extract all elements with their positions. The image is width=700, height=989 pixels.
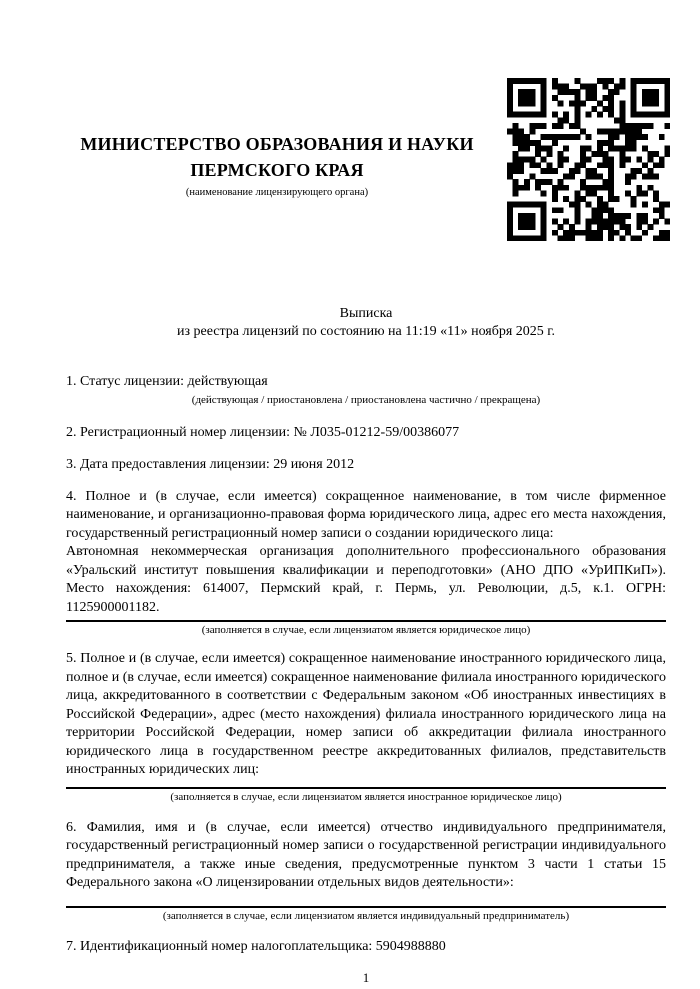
foreign-entity-blank-line bbox=[66, 787, 666, 789]
section-3-license-date bbox=[66, 456, 666, 475]
licensing-authority-block bbox=[66, 131, 488, 199]
section-1-license-status bbox=[66, 373, 666, 407]
taxpayer-id-text: 7. Идентификационный номер налогоплательщика: 5904988880 bbox=[66, 938, 446, 954]
legal-entity-caption: (заполняется в случае, если лицензиатом является юридическое лицо) bbox=[201, 624, 531, 636]
section-5-foreign-entity bbox=[66, 650, 666, 804]
qr-code-icon bbox=[507, 78, 670, 241]
entrepreneur-label: 6. Фамилия, имя и (в случае, если имеется) отчество индивидуального предпринимателя, государственный регистрационный номер записи о государственной регистрации индивидуального предпринимателя, а также иные сведения, предусмотренные пунктом 3 части 1 статьи 15 Федерального закона «О лицензировании отдельных видов деятельности»: bbox=[66, 819, 666, 890]
entrepreneur-blank-line bbox=[66, 906, 666, 908]
document-title bbox=[66, 305, 666, 340]
license-date-text: 3. Дата предоставления лицензии: 29 июня 2012 bbox=[66, 457, 355, 472]
legal-entity-label: 4. Полное и (в случае, если имеется) сокращенное наименование, в том числе фирменное наименование, и организационно-правовая форма юридического лица, адрес его места нахождения, государственный регистрационный номер записи о создании юридического лица: bbox=[66, 488, 666, 541]
registration-number-text: 2. Регистрационный номер лицензии: № Л035-01212-59/00386077 bbox=[66, 424, 460, 440]
page-number: 1 bbox=[362, 970, 370, 985]
legal-entity-underline bbox=[66, 620, 666, 622]
document-title-line1: Выписка bbox=[339, 306, 393, 321]
legal-entity-value: Автономная некоммерческая организация дополнительного профессионального образования «Уральский институт повышения квалификации и переподготовки» (АНО ДПО «УрИПКиП»). Место нахождения: 614007, Пермский край, г. Пермь, ул. Революции, д.5, к.1. ОГРН: 1125900001182. bbox=[66, 544, 666, 615]
ministry-name-line2: ПЕРМСКОГО КРАЯ bbox=[190, 160, 364, 180]
entrepreneur-caption: (заполняется в случае, если лицензиатом является индивидуальный предприниматель) bbox=[162, 909, 570, 922]
foreign-entity-label: 5. Полное и (в случае, если имеется) сокращенное наименование иностранного юридического лица, полное и (в случае, если имеется) сокращенное наименование филиала иностранного юридического лица, аккредитованного в соответствии с Федеральным законом «Об иностранных инвестициях в Российской Федерации», адрес (место нахождения) филиала иностранного юридического лица на территории Российской Федерации, номер записи об аккредитации филиала иностранного юридического лица в государственном реестре аккредитованных филиалов, представительств иностранных юридических лиц: bbox=[66, 651, 666, 777]
document-title-line2: из реестра лицензий по состоянию на 11:19 «11» ноября 2025 г. bbox=[177, 323, 555, 339]
ministry-name bbox=[66, 131, 488, 183]
license-status-caption: (действующая / приостановлена / приостановлена частично / прекращена) bbox=[191, 393, 541, 406]
ministry-caption: (наименование лицензирующего органа) bbox=[185, 187, 369, 198]
section-4-legal-entity bbox=[66, 488, 666, 638]
license-status-text: 1. Статус лицензии: действующая bbox=[66, 374, 268, 389]
foreign-entity-caption: (заполняется в случае, если лицензиатом является иностранное юридическое лицо) bbox=[170, 790, 562, 803]
section-7-taxpayer-id bbox=[66, 938, 666, 957]
section-2-registration-number bbox=[66, 424, 666, 443]
section-6-entrepreneur bbox=[66, 819, 666, 923]
ministry-name-line1: МИНИСТЕРСТВО ОБРАЗОВАНИЯ И НАУКИ bbox=[80, 134, 474, 154]
